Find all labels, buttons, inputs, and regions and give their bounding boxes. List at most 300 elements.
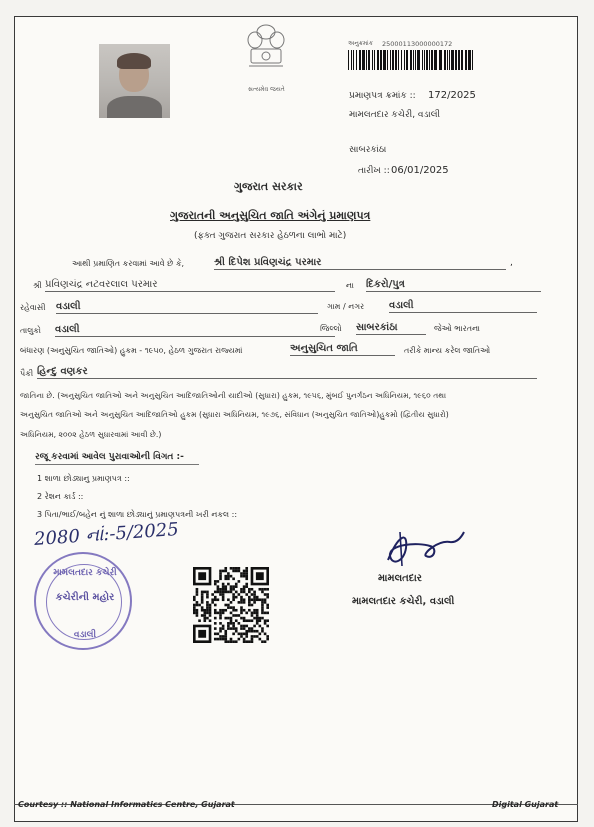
barcode-bar — [356, 50, 357, 70]
qr-module — [245, 635, 248, 638]
qr-module — [217, 598, 220, 601]
qr-module — [219, 630, 222, 633]
qr-module — [266, 612, 269, 615]
qr-module — [201, 593, 204, 596]
qr-module — [240, 601, 243, 604]
qr-module — [230, 640, 233, 643]
qr-module — [248, 609, 251, 612]
serial-number: 25000113000000172 — [382, 40, 453, 48]
qr-module — [214, 622, 217, 625]
barcode-bar — [372, 50, 373, 70]
qr-module — [243, 598, 246, 601]
qr-module — [209, 614, 212, 617]
qr-module — [214, 598, 217, 601]
qr-module — [219, 622, 222, 625]
barcode-bar — [383, 50, 386, 70]
qr-module — [198, 619, 201, 622]
qr-module — [251, 593, 254, 596]
qr-module — [222, 585, 225, 588]
qr-module — [209, 619, 212, 622]
barcode-bar — [401, 50, 402, 70]
qr-module — [243, 619, 246, 622]
qr-module — [206, 596, 209, 599]
qr-module — [253, 601, 256, 604]
qr-module — [235, 609, 238, 612]
qr-module — [230, 606, 233, 609]
qr-module — [251, 635, 254, 638]
qr-module — [256, 596, 259, 599]
barcode — [348, 50, 476, 70]
qr-module — [261, 604, 264, 607]
barcode-bar — [426, 50, 428, 70]
qr-module — [264, 593, 267, 596]
qr-module — [227, 617, 230, 620]
qr-module — [227, 577, 230, 580]
qr-module — [261, 617, 264, 620]
applicant-name: શ્રી દિપેશ પ્રવિણચંદ્ર પરમાર — [214, 257, 506, 270]
qr-module — [217, 580, 220, 583]
qr-module — [243, 633, 246, 636]
qr-module — [206, 612, 209, 615]
qr-module — [266, 588, 269, 591]
qr-module — [224, 609, 227, 612]
qr-module — [253, 591, 256, 594]
qr-module — [261, 612, 264, 615]
qr-module — [214, 596, 217, 599]
qr-module — [240, 575, 243, 578]
qr-module — [240, 612, 243, 615]
qr-module — [222, 570, 225, 573]
qr-module — [235, 583, 238, 586]
qr-module — [238, 567, 241, 570]
qr-module — [238, 570, 241, 573]
qr-module — [196, 609, 199, 612]
office-seal — [34, 552, 132, 650]
qr-module — [217, 591, 220, 594]
qr-module — [238, 622, 241, 625]
barcode-bar — [422, 50, 423, 70]
qr-module — [224, 588, 227, 591]
qr-module — [261, 630, 264, 633]
qr-module — [256, 614, 259, 617]
barcode-bar — [449, 50, 450, 70]
qr-module — [251, 612, 254, 615]
qr-module — [232, 567, 235, 570]
barcode-bar — [417, 50, 420, 70]
qr-module — [243, 585, 246, 588]
qr-module — [219, 593, 222, 596]
qr-module — [224, 570, 227, 573]
qr-module — [219, 612, 222, 615]
barcode-bar — [424, 50, 425, 70]
qr-module — [230, 612, 233, 615]
qr-module — [261, 606, 264, 609]
qr-module — [245, 619, 248, 622]
qr-module — [198, 604, 201, 607]
qr-module — [222, 588, 225, 591]
qr-module — [235, 619, 238, 622]
qr-module — [206, 609, 209, 612]
qr-module — [251, 598, 254, 601]
caste-class: અનુસુચિત જાતિ — [290, 343, 395, 356]
barcode-bar — [439, 50, 442, 70]
qr-module — [224, 638, 227, 641]
na-label: ના — [346, 281, 354, 290]
qr-module — [193, 596, 196, 599]
qr-module — [245, 633, 248, 636]
barcode-bar — [374, 50, 375, 70]
qr-module — [232, 625, 235, 628]
qr-module — [253, 593, 256, 596]
qr-module — [240, 572, 243, 575]
qr-module — [235, 640, 238, 643]
signature-icon — [378, 526, 470, 570]
qr-module — [245, 572, 248, 575]
qr-module — [214, 633, 217, 636]
qr-module — [248, 596, 251, 599]
qr-module — [264, 588, 267, 591]
qr-module — [206, 617, 209, 620]
resident-label: રહેવાસી — [20, 303, 46, 312]
qr-module — [201, 601, 204, 604]
barcode-bar — [368, 50, 370, 70]
barcode-bar — [447, 50, 448, 70]
qr-module — [219, 635, 222, 638]
qr-module — [224, 585, 227, 588]
qr-module — [232, 640, 235, 643]
qr-module — [266, 596, 269, 599]
qr-module — [238, 601, 241, 604]
qr-module — [214, 627, 217, 630]
qr-module — [206, 601, 209, 604]
qr-module — [217, 588, 220, 591]
qr-module — [253, 630, 256, 633]
qr-module — [206, 604, 209, 607]
qr-module — [203, 591, 206, 594]
evidence-item-2: 2 રેશન કાર્ડ :: — [37, 492, 84, 501]
qr-module — [251, 588, 254, 591]
qr-module — [253, 612, 256, 615]
qr-module — [243, 627, 246, 630]
qr-module — [256, 609, 259, 612]
state-suffix: જેઓ ભારતના — [434, 324, 481, 333]
qr-module — [196, 612, 199, 615]
qr-module — [201, 609, 204, 612]
qr-module — [209, 612, 212, 615]
qr-module — [253, 625, 256, 628]
qr-module — [224, 577, 227, 580]
barcode-bar — [404, 50, 405, 70]
qr-module — [224, 635, 227, 638]
qr-module — [227, 622, 230, 625]
qr-module — [261, 591, 264, 594]
qr-module — [240, 598, 243, 601]
qr-module — [232, 577, 235, 580]
legal-para-line-2: અનુસુચિત જાતિઓ અને અનુસુચિત આદિજાતિઓ હુકમ (સુધારા અધિનિયમ, ૧૯૭૬, સંવિધાન (અનુસુચિત જાતિઓ)હુકમો (દ્વિતીય સુધારો) — [20, 410, 449, 419]
qr-module — [235, 627, 238, 630]
qr-module — [240, 635, 243, 638]
qr-module — [230, 619, 233, 622]
qr-module — [235, 630, 238, 633]
qr-module — [253, 617, 256, 620]
qr-module — [264, 598, 267, 601]
qr-module — [238, 614, 241, 617]
qr-module — [240, 591, 243, 594]
qr-module — [230, 627, 233, 630]
certify-text: આથી પ્રમાણિત કરવામાં આવે છે કે, — [72, 259, 185, 268]
qr-module — [240, 596, 243, 599]
barcode-bar — [472, 50, 473, 70]
qr-module — [230, 638, 233, 641]
qr-module — [203, 612, 206, 615]
qr-module — [266, 606, 269, 609]
resident: વડાલી — [56, 301, 318, 314]
qr-module — [217, 585, 220, 588]
qr-module — [206, 606, 209, 609]
qr-module — [266, 619, 269, 622]
qr-module — [248, 598, 251, 601]
evidence-heading: રજૂ કરવામાં આવેલ પુરાવાઓની વિગત :- — [35, 452, 199, 465]
qr-module — [251, 627, 254, 630]
qr-module — [219, 575, 222, 578]
recognized-text: તરીકે માન્ય કરેલ જાતિઓ — [404, 346, 491, 355]
barcode-bar — [392, 50, 394, 70]
qr-module — [232, 588, 235, 591]
qr-module — [253, 596, 256, 599]
qr-module — [266, 625, 269, 628]
qr-module — [227, 583, 230, 586]
certificate-subtitle: (ફક્ત ગુજરાત સરકાર હેઠળના લાભો માટે) — [194, 231, 347, 241]
qr-module — [259, 619, 262, 622]
qr-code — [193, 567, 269, 643]
barcode-bar — [398, 50, 399, 70]
issuing-office: મામલતદાર કચેરી, વડાલી — [349, 110, 441, 120]
qr-module — [196, 604, 199, 607]
qr-module — [261, 640, 264, 643]
national-emblem-icon — [243, 22, 289, 92]
qr-module — [196, 614, 199, 617]
qr-module — [206, 591, 209, 594]
qr-module — [248, 601, 251, 604]
line-end-mark: , — [510, 258, 513, 268]
qr-module — [232, 606, 235, 609]
qr-module — [227, 572, 230, 575]
qr-module — [230, 591, 233, 594]
qr-module — [238, 593, 241, 596]
qr-module — [214, 580, 217, 583]
qr-module — [227, 627, 230, 630]
seal-middle-text: કચેરીની મહોર — [55, 592, 115, 603]
qr-module — [245, 583, 248, 586]
qr-module — [227, 575, 230, 578]
qr-module — [214, 609, 217, 612]
handwritten-note: 2080 નાં:-5/2025 — [33, 518, 180, 551]
constitution-text: બંધારણ (અનુસુચિત જાતિઓ) હુકમ - ૧૯૫૦, હેઠળ ગુજરાત રાજ્યમાં — [20, 346, 243, 355]
barcode-bar — [362, 50, 365, 70]
barcode-bar — [380, 50, 382, 70]
qr-module — [214, 583, 217, 586]
barcode-bar — [461, 50, 463, 70]
qr-module — [193, 606, 196, 609]
seal-bottom-text: વડાલી — [73, 630, 97, 640]
qr-module — [253, 609, 256, 612]
qr-module — [232, 596, 235, 599]
qr-module — [243, 572, 246, 575]
qr-module — [227, 598, 230, 601]
barcode-bar — [353, 50, 354, 70]
issue-date: 06/01/2025 — [391, 165, 449, 176]
qr-module — [222, 596, 225, 599]
footer-courtesy: Courtesy :: National Informatics Centre, Gujarat — [18, 800, 235, 809]
barcode-bar — [377, 50, 379, 70]
qr-module — [256, 635, 259, 638]
qr-module — [227, 591, 230, 594]
qr-module — [243, 640, 246, 643]
qr-module — [259, 588, 262, 591]
qr-module — [196, 601, 199, 604]
qr-module — [217, 638, 220, 641]
qr-module — [219, 591, 222, 594]
qr-module — [232, 585, 235, 588]
qr-module — [245, 612, 248, 615]
certificate-title: ગુજરાતની અનુસુચિત જાતિ અંગેનું પ્રમાણપત્ર — [170, 209, 371, 222]
qr-module — [266, 593, 269, 596]
qr-module — [214, 604, 217, 607]
qr-module — [261, 588, 264, 591]
qr-module — [243, 617, 246, 620]
qr-module — [232, 598, 235, 601]
qr-module — [245, 575, 248, 578]
barcode-bar — [465, 50, 467, 70]
qr-module — [243, 588, 246, 591]
qr-module — [240, 609, 243, 612]
barcode-bar — [415, 50, 416, 70]
qr-module — [245, 593, 248, 596]
qr-module — [238, 638, 241, 641]
date-label: તારીખ :: — [358, 166, 390, 176]
qr-module — [243, 638, 246, 641]
barcode-bar — [434, 50, 437, 70]
qr-module — [217, 612, 220, 615]
qr-module — [224, 567, 227, 570]
qr-module — [219, 614, 222, 617]
barcode-bar — [359, 50, 361, 70]
qr-module — [224, 630, 227, 633]
qr-module — [256, 617, 259, 620]
barcode-bar — [431, 50, 433, 70]
barcode-bar — [406, 50, 408, 70]
qr-module — [248, 627, 251, 630]
qr-module — [224, 604, 227, 607]
qr-module — [238, 633, 241, 636]
qr-module — [219, 638, 222, 641]
qr-module — [259, 617, 262, 620]
qr-module — [211, 601, 214, 604]
qr-module — [243, 609, 246, 612]
qr-module — [251, 640, 254, 643]
emblem-caption: સત્યમેવ જયતે — [248, 86, 285, 93]
qr-module — [193, 609, 196, 612]
qr-module — [251, 630, 254, 633]
qr-module — [251, 604, 254, 607]
barcode-bar — [390, 50, 391, 70]
qr-module — [214, 617, 217, 620]
qr-module — [232, 614, 235, 617]
qr-module — [222, 583, 225, 586]
qr-module — [259, 598, 262, 601]
qr-module — [264, 601, 267, 604]
qr-module — [245, 570, 248, 573]
relation: દિકરો/પુત્ર — [366, 279, 541, 292]
qr-module — [230, 617, 233, 620]
qr-module — [214, 591, 217, 594]
district-header: સાબરકાંઠા — [349, 145, 387, 155]
qr-module — [209, 604, 212, 607]
qr-module — [230, 585, 233, 588]
qr-module — [261, 627, 264, 630]
qr-module — [211, 593, 214, 596]
qr-module — [201, 591, 204, 594]
taluka-label: તાલુકો — [20, 326, 41, 335]
qr-finder — [198, 630, 206, 638]
qr-module — [248, 630, 251, 633]
qr-module — [196, 593, 199, 596]
qr-module — [222, 598, 225, 601]
qr-module — [232, 609, 235, 612]
qr-module — [224, 640, 227, 643]
qr-module — [230, 567, 233, 570]
qr-module — [251, 619, 254, 622]
qr-module — [248, 619, 251, 622]
subcaste-label: પૈકી — [20, 369, 34, 378]
barcode-bar — [351, 50, 352, 70]
qr-module — [201, 596, 204, 599]
applicant-photo — [99, 44, 170, 118]
qr-module — [219, 609, 222, 612]
village: વડાલી — [389, 300, 537, 313]
qr-module — [230, 588, 233, 591]
qr-module — [222, 638, 225, 641]
qr-module — [253, 598, 256, 601]
qr-module — [243, 591, 246, 594]
qr-module — [214, 612, 217, 615]
qr-module — [261, 609, 264, 612]
barcode-bar — [429, 50, 430, 70]
qr-module — [256, 619, 259, 622]
qr-module — [264, 622, 267, 625]
qr-module — [245, 567, 248, 570]
qr-module — [248, 588, 251, 591]
cert-no: 172/2025 — [428, 90, 476, 101]
qr-module — [264, 612, 267, 615]
qr-module — [243, 625, 246, 628]
qr-module — [266, 604, 269, 607]
qr-module — [240, 588, 243, 591]
qr-module — [219, 588, 222, 591]
qr-module — [251, 638, 254, 641]
qr-module — [201, 614, 204, 617]
qr-module — [193, 612, 196, 615]
seal-top-text: મામલતદાર કચેરી — [53, 568, 117, 578]
qr-module — [209, 609, 212, 612]
qr-module — [232, 633, 235, 636]
cert-no-label: પ્રમાણપત્ર ક્રમાંક :: — [349, 91, 416, 101]
qr-module — [227, 625, 230, 628]
qr-module — [240, 617, 243, 620]
barcode-bar — [366, 50, 367, 70]
signatory-office: મામલતદાર કચેરી, વડાલી — [352, 596, 455, 607]
qr-module — [196, 588, 199, 591]
